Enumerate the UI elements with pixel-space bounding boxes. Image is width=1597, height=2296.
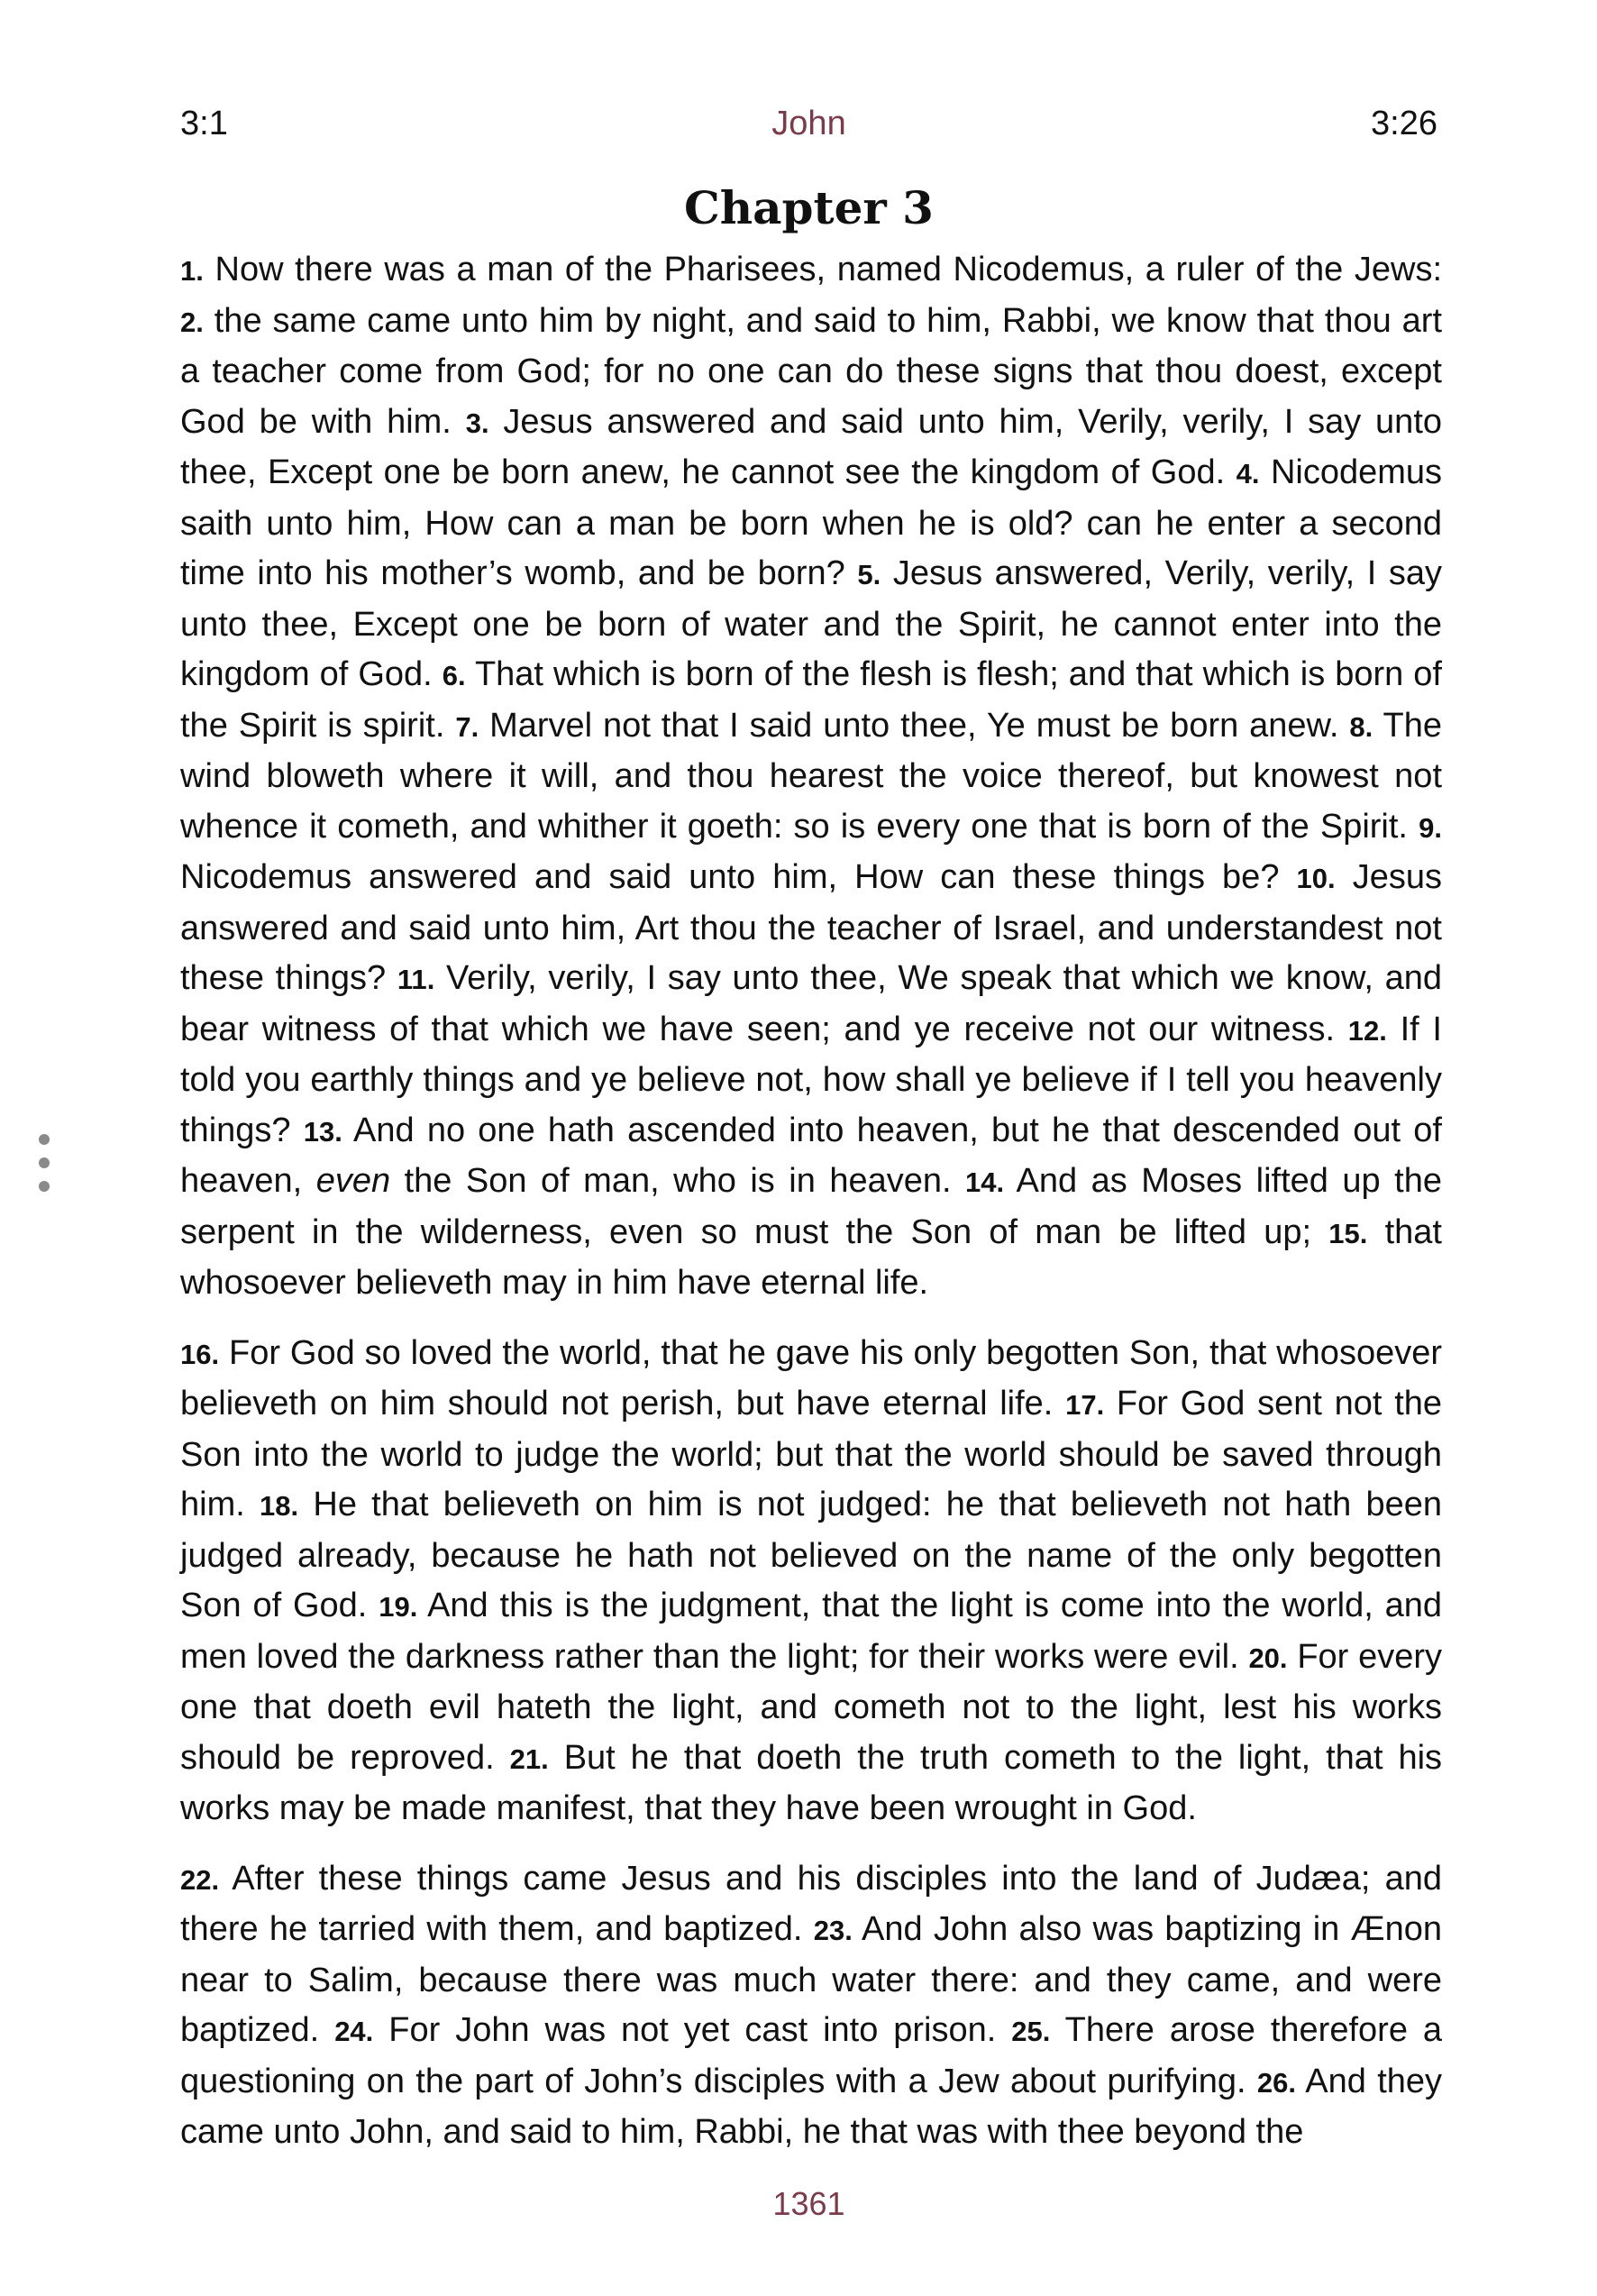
- verse-number: 14 .: [965, 1166, 1004, 1198]
- menu-dot: [39, 1157, 50, 1168]
- verse-number: 12 .: [1348, 1015, 1387, 1047]
- verse-text: For God sent not the Son into the world to judge the world; but that the world should be saved through him.: [180, 1385, 1443, 1523]
- verse-text: Jesus answered, Verily, verily, I say unto thee, Except one be born of water and the Spirit, he cannot enter into the kingdom of God.: [180, 554, 1443, 693]
- verse-number: 15 .: [1328, 1218, 1367, 1249]
- header-book-title: John: [771, 105, 846, 142]
- verse-number: 11 .: [397, 964, 434, 995]
- verse-text: For John was not yet cast into prison.: [388, 2011, 997, 2049]
- verse-text: that whosoever believeth may in him have eternal life.: [180, 1212, 1442, 1302]
- verse-number: 19 .: [379, 1591, 417, 1623]
- verse-number: 26 .: [1257, 2067, 1296, 2099]
- chapter-title: Chapter 3: [684, 181, 934, 234]
- verse-text: Nicodemus answered and said unto him, How can these things be?: [180, 858, 1280, 896]
- verse-text: For God so loved the world, that he gave his only begotten Son, that whosoever believeth on him should not perish, but have eternal life.: [180, 1333, 1442, 1422]
- verse-number: 18 .: [260, 1490, 298, 1522]
- verse-text: If I told you earthly things and ye believe not, how shall ye believe if I tell you heavenly things?: [180, 1010, 1442, 1149]
- verse-number: 13 .: [304, 1116, 342, 1148]
- verse-text: But he that doeth the truth cometh to the light, that his works may be made manifest, that they have been wrought in God.: [180, 1738, 1443, 1827]
- verse-italic-word: even: [315, 1162, 391, 1200]
- verse-number: 4 .: [1237, 458, 1260, 489]
- verse-text: The wind bloweth where it will, and thou hearest the voice thereof, but knowest not whence it cometh, and whither it goeth: so is every one that is born of the Spirit.: [180, 706, 1442, 846]
- vertical-ellipsis-icon[interactable]: [37, 1134, 51, 1192]
- verse-text: That which is born of the flesh is flesh; and that which is born of the Spirit is spirit.: [180, 655, 1442, 745]
- menu-dot: [39, 1181, 50, 1192]
- verse-text: And no one hath ascended into heaven, but he that descended out of heaven,: [180, 1111, 1442, 1200]
- verse-text: Verily, verily, I say unto thee, We speak that which we know, and bear witness of that which we have seen; and ye receive not our witness.: [180, 959, 1443, 1048]
- verse-number: 24 .: [334, 2016, 373, 2047]
- verse-number: 6 .: [443, 660, 466, 691]
- verse-number: 7 .: [455, 711, 479, 743]
- page-number: 1361: [772, 2185, 845, 2222]
- verse-text: There arose therefore a questioning on the part of John’s disciples with a Jew about purifying.: [180, 2011, 1443, 2100]
- verse-number: 16 .: [180, 1339, 219, 1370]
- header-start-reference: 3:1: [180, 105, 228, 142]
- header-end-reference: 3:26: [1371, 105, 1437, 142]
- paragraph: [180, 1329, 1442, 1834]
- verse-number: 8 .: [1349, 711, 1373, 743]
- verse-number: 21 .: [510, 1743, 549, 1775]
- verse-text: Jesus answered and said unto him, Art thou the teacher of Israel, and understandest not these things?: [180, 858, 1442, 997]
- verse-text: For every one that doeth evil hateth the light, and cometh not to the light, lest his works should be reproved.: [180, 1637, 1442, 1777]
- verse-text: And this is the judgment, that the light is come into the world, and men loved the darkness rather than the light; for their works were evil.: [180, 1587, 1442, 1676]
- verse-text: Now there was a man of the Pharisees, named Nicodemus, a ruler of the Jews:: [214, 251, 1443, 288]
- verse-number: 23 .: [814, 1915, 853, 1946]
- verse-number: 17 .: [1065, 1389, 1104, 1421]
- paragraph: [180, 245, 1442, 1309]
- verse-text: And John also was baptizing in Ænon near to Salim, because there was much water there: and they came, and were baptized.: [180, 1910, 1442, 2049]
- verse-text: And they came unto John, and said to him, Rabbi, he that was with thee beyond the: [180, 2062, 1443, 2151]
- verse-number: 20 .: [1248, 1642, 1287, 1674]
- verse-text: Jesus answered and said unto him, Verily, verily, I say unto thee, Except one be born anew, he cannot see the kingdom of God.: [180, 402, 1443, 491]
- verse-number: 3 .: [466, 407, 489, 439]
- verse-text: He that believeth on him is not judged: he that believeth not hath been judged already, because he hath not believed on the name of the only begotten Son of God.: [180, 1486, 1442, 1624]
- verse-text: the Son of man, who is in heaven.: [404, 1162, 952, 1200]
- verse-number: 10 .: [1297, 863, 1336, 894]
- menu-dot: [39, 1134, 50, 1145]
- verse-text: Nicodemus saith unto him, How can a man be born when he is old? can he enter a second time into his mother’s womb, and be born?: [180, 453, 1443, 592]
- chapter-text: [180, 245, 1442, 2178]
- verse-number: 2 .: [180, 306, 204, 338]
- verse-text: Marvel not that I said unto thee, Ye must be born anew.: [489, 706, 1339, 745]
- verse-number: 9 .: [1419, 812, 1442, 844]
- paragraph: [180, 1854, 1442, 2158]
- verse-text: After these things came Jesus and his disciples into the land of Judæa; and there he tarried with them, and baptized.: [180, 1859, 1443, 1948]
- verse-number: 1 .: [180, 255, 204, 287]
- verse-number: 25 .: [1011, 2016, 1050, 2047]
- verse-text: the same came unto him by night, and said to him, Rabbi, we know that thou art a teacher come from God; for no one can do these signs that thou doest, except God be with him.: [180, 301, 1443, 441]
- verse-number: 22 .: [180, 1864, 219, 1896]
- verse-number: 5 .: [857, 559, 881, 590]
- page-header: [180, 101, 1437, 146]
- verse-text: And as Moses lifted up the serpent in the wilderness, even so must the Son of man be lifted up;: [180, 1162, 1442, 1251]
